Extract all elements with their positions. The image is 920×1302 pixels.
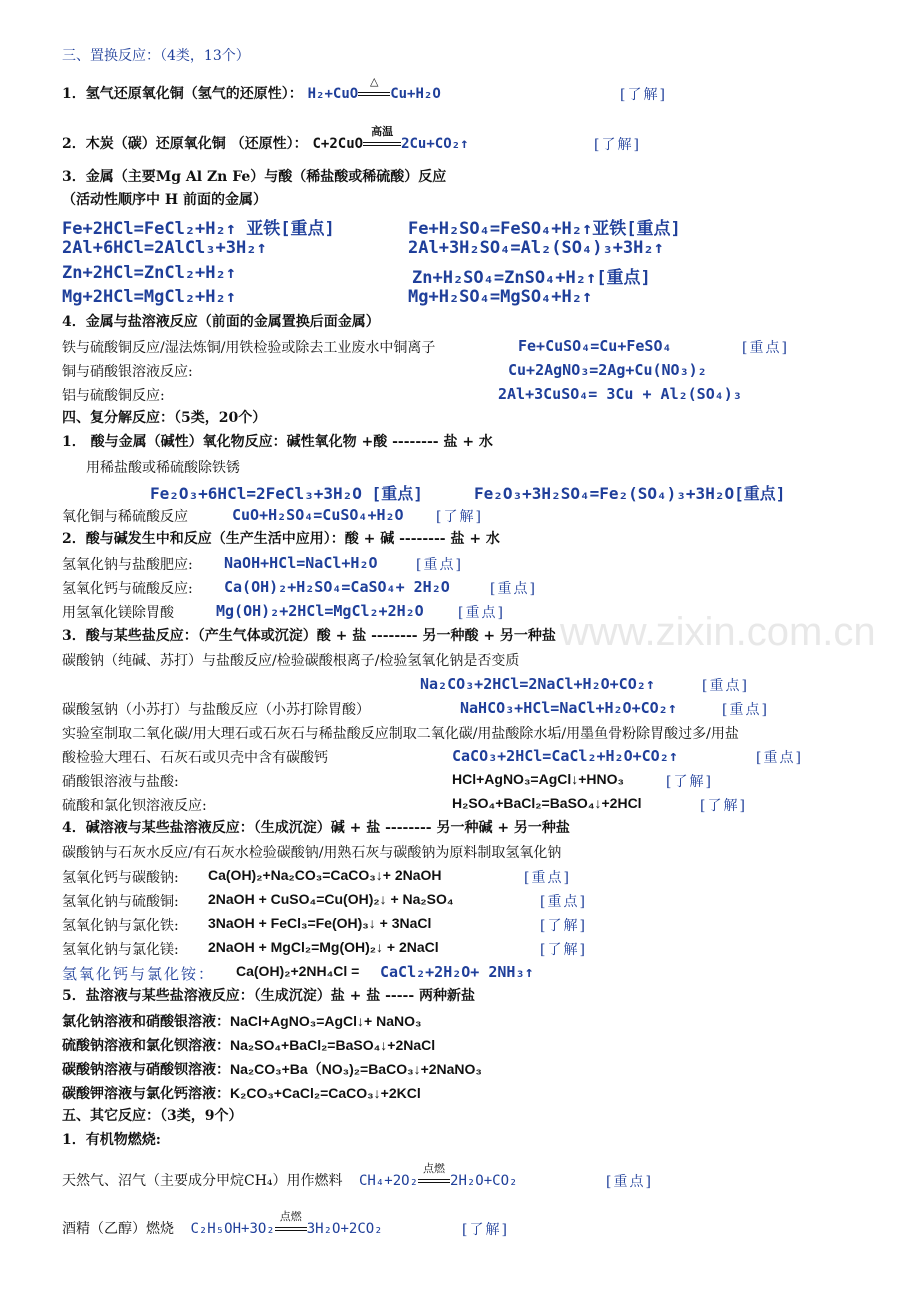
eq-al-h2so4: 2Al+3H₂SO₄=Al₂(SO₄)₃+3H₂↑: [408, 238, 664, 258]
o1a-condition: 点燃: [418, 1171, 450, 1191]
d3e-label: 硫酸和氯化钡溶液反应:: [62, 798, 207, 814]
reaction-2-tag: [了解]: [594, 137, 641, 153]
reaction-1-condition: △: [358, 84, 390, 104]
d4d-eq: 2NaOH + MgCl₂=Mg(OH)₂↓ + 2NaCl: [208, 939, 439, 955]
r4b-label: 铜与硝酸银溶液反应:: [62, 364, 193, 380]
d2b-eq: Ca(OH)₂+H₂SO₄=CaSO₄+ 2H₂O: [224, 578, 450, 596]
o1b-tag: [了解]: [462, 1222, 509, 1238]
d2c-tag: [重点]: [458, 605, 505, 621]
d3c-label-2: 酸检验大理石、石灰石或贝壳中含有碳酸钙: [62, 750, 328, 766]
d5a: 氯化钠溶液和硝酸银溶液：NaCl+AgNO₃=AgCl↓+ NaNO₃: [62, 1013, 422, 1029]
d1-title: 1． 酸与金属（碱性）氧化物反应：碱性氧化物 +酸 -------- 盐 + 水: [62, 434, 493, 450]
d3d-tag: [了解]: [666, 774, 713, 790]
d3e-tag: [了解]: [700, 798, 747, 814]
d1-sub: 用稀盐酸或稀硫酸除铁锈: [86, 460, 240, 476]
reaction-1-right: Cu+H₂O: [390, 86, 441, 102]
d4b-tag: [重点]: [540, 894, 587, 910]
d2-title: 2．酸与碱发生中和反应（生产生活中应用）：酸 + 碱 -------- 盐 + 水: [62, 531, 500, 547]
o1b-condition: 点燃: [275, 1219, 307, 1239]
reaction-2: [62, 125, 469, 154]
d4c-tag: [了解]: [540, 918, 587, 934]
d4e-eq-1: Ca(OH)₂+2NH₄Cl =: [236, 963, 360, 979]
reaction-1-title: 1．氢气还原氧化铜（氢气的还原性）：: [62, 86, 303, 102]
eq-fe-hcl: Fe+2HCl=FeCl₂+H₂↑ 亚铁[重点]: [62, 219, 335, 239]
d3b-tag: [重点]: [722, 702, 769, 718]
d1b-eq: CuO+H₂SO₄=CuSO₄+H₂O: [232, 506, 404, 524]
d3b-label: 碳酸氢钠（小苏打）与盐酸反应（小苏打除胃酸）: [62, 702, 370, 718]
d4c-eq: 3NaOH + FeCl₃=Fe(OH)₃↓ + 3NaCl: [208, 915, 432, 931]
o1b: [62, 1210, 383, 1239]
o1a-label: 天然气、沼气（主要成分甲烷CH₄）用作燃料: [62, 1173, 343, 1189]
d1-eq1: Fe₂O₃+6HCl=2FeCl₃+3H₂O [重点]: [150, 484, 423, 503]
d3-title: 3．酸与某些盐反应：（产生气体或沉淀）酸 + 盐 -------- 另一种酸 + 另一种盐: [62, 628, 556, 644]
d5c: 碳酸钠溶液与硝酸钡溶液：Na₂CO₃+Ba（NO₃)₂=BaCO₃↓+2NaNO₃: [62, 1061, 482, 1077]
d4-title: 4．碱溶液与某些盐溶液反应：（生成沉淀）碱 + 盐 -------- 另一种碱 + 另一种盐: [62, 820, 570, 836]
eq-zn-h2so4: Zn+H₂SO₄=ZnSO₄+H₂↑[重点]: [412, 268, 651, 288]
d4a-label: 氢氧化钙与碳酸钠:: [62, 870, 179, 886]
reaction-4-title: 4．金属与盐溶液反应（前面的金属置换后面金属）: [62, 314, 380, 330]
o1a-left: CH₄+2O₂: [359, 1173, 419, 1189]
d2c-label: 用氢氧化镁除胃酸: [62, 605, 174, 621]
d2b-tag: [重点]: [490, 581, 537, 597]
d4e-eq-2: CaCl₂+2H₂O+ 2NH₃↑: [380, 963, 534, 981]
d4d-tag: [了解]: [540, 942, 587, 958]
reaction-2-condition: 高温: [363, 134, 401, 154]
o1b-left: C₂H₅OH+3O₂: [190, 1221, 275, 1237]
d3d-label: 硝酸银溶液与盐酸:: [62, 774, 179, 790]
reaction-2-title: 2．木炭（碳）还原氧化铜 （还原性）：: [62, 136, 308, 152]
d2a-eq: NaOH+HCl=NaCl+H₂O: [224, 554, 378, 572]
o1-title: 1．有机物燃烧:: [62, 1132, 161, 1148]
d2a-tag: [重点]: [416, 557, 463, 573]
d4a-tag: [重点]: [524, 870, 571, 886]
eq-fe-h2so4: Fe+H₂SO₄=FeSO₄+H₂↑亚铁[重点]: [408, 219, 681, 239]
watermark: www.zixin.com.cn: [560, 610, 876, 654]
d4a-eq: Ca(OH)₂+Na₂CO₃=CaCO₃↓+ 2NaOH: [208, 867, 442, 883]
eq-zn-hcl: Zn+2HCl=ZnCl₂+H₂↑: [62, 263, 236, 283]
d1-eq2: Fe₂O₃+3H₂SO₄=Fe₂(SO₄)₃+3H₂O[重点]: [474, 484, 786, 503]
o1a-tag: [重点]: [606, 1174, 653, 1190]
r4c-label: 铝与硫酸铜反应:: [62, 388, 165, 404]
r4a-eq: Fe+CuSO₄=Cu+FeSO₄: [518, 337, 672, 355]
r4a-label: 铁与硫酸铜反应/湿法炼铜/用铁检验或除去工业废水中铜离子: [62, 340, 436, 356]
reaction-3-note: （活动性顺序中 H 前面的金属）: [62, 192, 267, 208]
d4d-label: 氢氧化钠与氯化镁:: [62, 942, 179, 958]
d3b-eq: NaHCO₃+HCl=NaCl+H₂O+CO₂↑: [460, 699, 677, 717]
r4b-eq: Cu+2AgNO₃=2Ag+Cu(NO₃)₂: [508, 361, 707, 379]
d3a-label: 碳酸钠（纯碱、苏打）与盐酸反应/检验碳酸根离子/检验氢氧化钠是否变质: [62, 653, 520, 669]
r4a-tag: [重点]: [742, 340, 789, 356]
d3c-tag: [重点]: [756, 750, 803, 766]
o1b-label: 酒精（乙醇）燃烧: [62, 1221, 174, 1237]
section-3-heading: 三、置换反应：（4类，13个）: [62, 48, 250, 64]
d5d: 碳酸钾溶液与氯化钙溶液：K₂CO₃+CaCl₂=CaCO₃↓+2KCl: [62, 1085, 421, 1101]
d2a-label: 氢氧化钠与盐酸肥应:: [62, 557, 193, 573]
d3e-eq: H₂SO₄+BaCl₂=BaSO₄↓+2HCl: [452, 795, 642, 811]
d1b-tag: [了解]: [436, 509, 483, 525]
o1b-right: 3H₂O+2CO₂: [306, 1221, 383, 1237]
reaction-1: [62, 75, 441, 104]
d2c-eq: Mg(OH)₂+2HCl=MgCl₂+2H₂O: [216, 602, 424, 620]
d3a-tag: [重点]: [702, 678, 749, 694]
d3c-label-1: 实验室制取二氧化碳/用大理石或石灰石与稀盐酸反应制取二氧化碳/用盐酸除水垢/用墨鱼骨粉除胃酸过多/用盐: [62, 726, 739, 742]
d3a-eq: Na₂CO₃+2HCl=2NaCl+H₂O+CO₂↑: [420, 675, 655, 693]
reaction-2-left: C+2CuO: [312, 136, 364, 152]
o1a-right: 2H₂O+CO₂: [450, 1173, 518, 1189]
reaction-1-left: H₂+CuO: [307, 86, 359, 102]
d3d-eq: HCl+AgNO₃=AgCl↓+HNO₃: [452, 771, 625, 787]
reaction-1-tag: [了解]: [620, 87, 667, 103]
r4c-eq: 2Al+3CuSO₄= 3Cu + Al₂(SO₄)₃: [498, 385, 742, 403]
d4-sub: 碳酸钠与石灰水反应/有石灰水检验碳酸钠/用熟石灰与碳酸钠为原料制取氢氧化钠: [62, 845, 562, 861]
d4c-label: 氢氧化钠与氯化铁:: [62, 918, 179, 934]
d4b-eq: 2NaOH + CuSO₄=Cu(OH)₂↓ + Na₂SO₄: [208, 891, 454, 907]
d3c-eq: CaCO₃+2HCl=CaCl₂+H₂O+CO₂↑: [452, 747, 678, 765]
section-4-heading: 四、复分解反应：（5类，20个）: [62, 410, 267, 426]
d1b-label: 氧化铜与稀硫酸反应: [62, 509, 188, 525]
d4b-label: 氢氧化钠与硫酸铜:: [62, 894, 179, 910]
reaction-3-title: 3．金属（主要Mg Al Zn Fe）与酸（稀盐酸或稀硫酸）反应: [62, 169, 447, 185]
section-5-heading: 五、其它反应：（3类，9个）: [62, 1108, 243, 1124]
d5b: 硫酸钠溶液和氯化钡溶液：Na₂SO₄+BaCl₂=BaSO₄↓+2NaCl: [62, 1037, 436, 1053]
d2b-label: 氢氧化钙与硫酸反应:: [62, 581, 193, 597]
o1a: [62, 1162, 518, 1191]
d5-title: 5．盐溶液与某些盐溶液反应：（生成沉淀）盐 + 盐 ----- 两种新盐: [62, 988, 476, 1004]
eq-al-hcl: 2Al+6HCl=2AlCl₃+3H₂↑: [62, 238, 267, 258]
d4e-label: 氢氧化钙与氯化铵：: [62, 965, 216, 983]
reaction-2-right: 2Cu+CO₂↑: [401, 136, 469, 152]
eq-mg-h2so4: Mg+H₂SO₄=MgSO₄+H₂↑: [408, 287, 593, 307]
eq-mg-hcl: Mg+2HCl=MgCl₂+H₂↑: [62, 287, 236, 307]
